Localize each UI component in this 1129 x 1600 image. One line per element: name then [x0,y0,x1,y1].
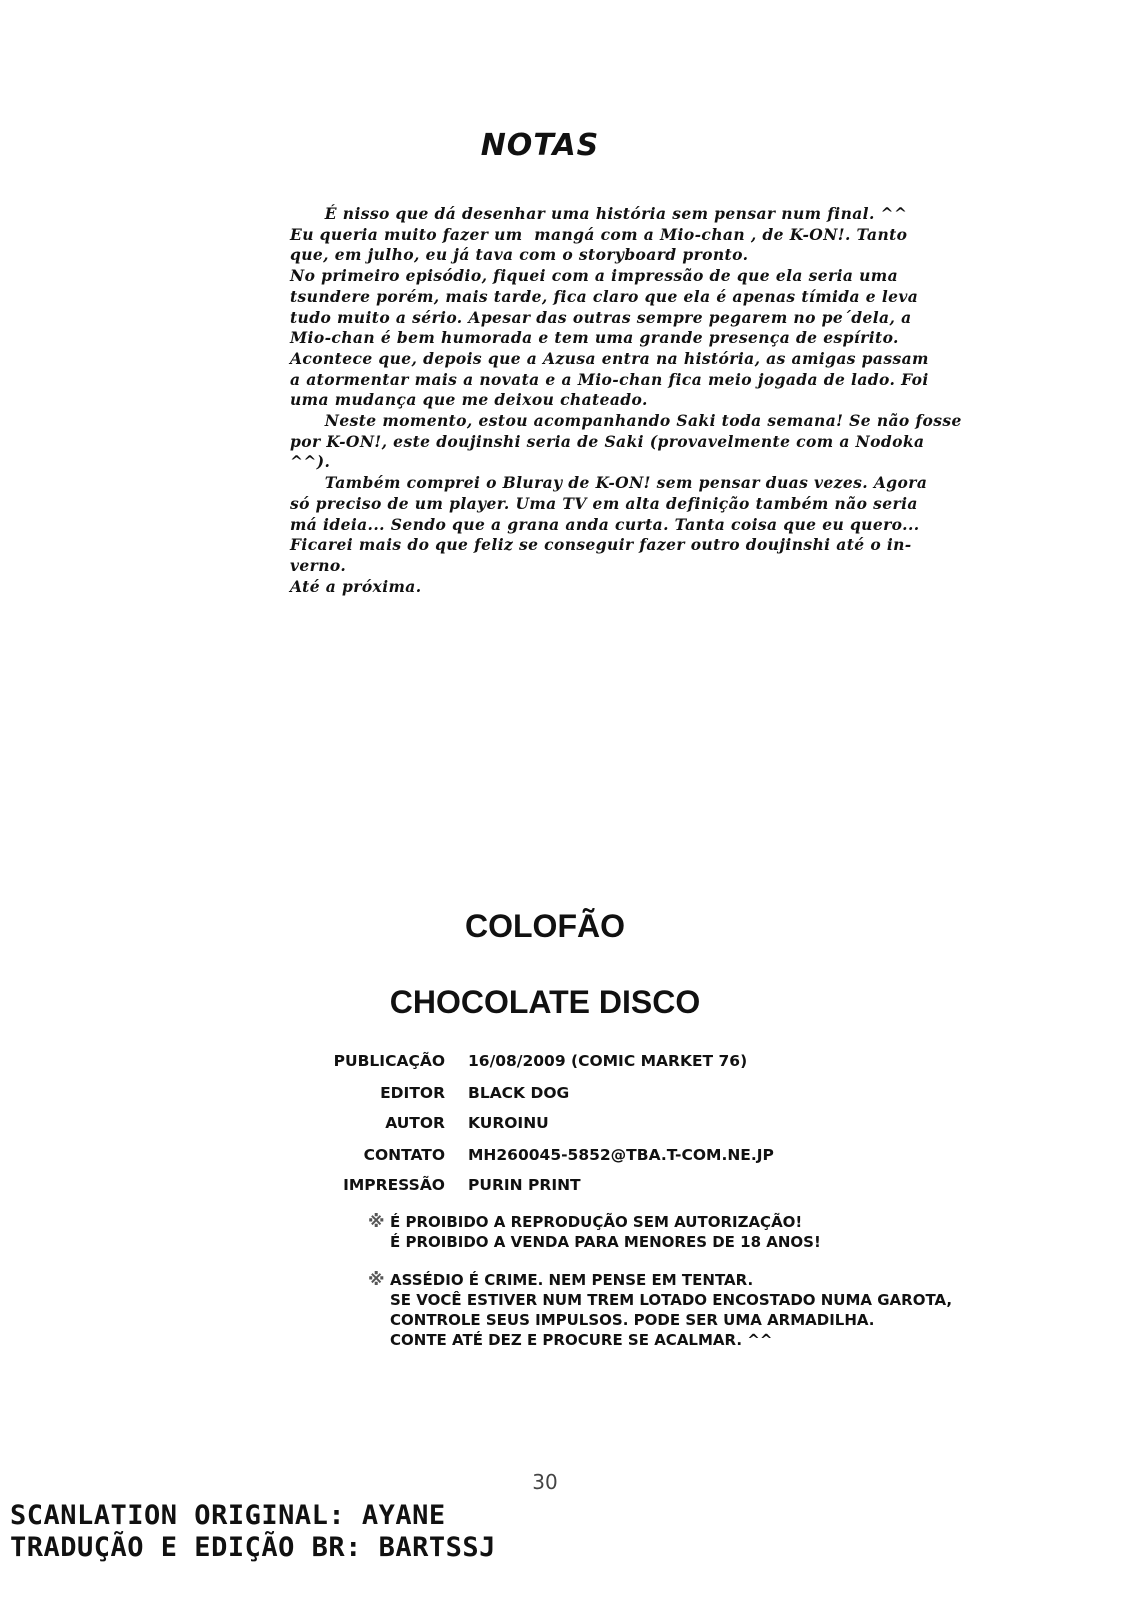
info-value: MH260045-5852@TBA.T-COM.NE.JP [468,1146,774,1164]
colofao-title: COLOFÃO [465,908,625,944]
info-value: 16/08/2009 (COMIC MARKET 76) [468,1052,748,1070]
credit-translation: TRADUÇÃO E EDIÇÃO BR: BARTSSJ [10,1532,496,1563]
notas-line: ^^). [290,452,331,472]
info-value: KUROINU [468,1114,549,1132]
notas-line: tudo muito a sério. Apesar das outras sempre pegarem no pe´dela, a [290,307,912,327]
reference-mark-icon: ※ [368,1270,385,1290]
scanlation-credits [10,1500,496,1564]
info-value: BLACK DOG [468,1084,570,1102]
notas-line: que, em julho, eu já tava com o storyboard pronto. [290,245,749,265]
notas-line: por K-ON!, este doujinshi seria de Saki (provavelmente com a Nodoka [290,431,925,451]
info-value: PURIN PRINT [468,1176,581,1194]
credit-original: SCANLATION ORIGINAL: AYANE [10,1500,446,1531]
info-label: AUTOR [385,1114,445,1132]
notice-line: É PROIBIDO A VENDA PARA MENORES DE 18 ANOS! [390,1233,821,1251]
info-label: CONTATO [363,1146,445,1164]
notas-line: No primeiro episódio, fiquei com a impressão de que ela seria uma [290,266,899,286]
info-row-impressao [0,1176,1129,1198]
notas-line: uma mudança que me deixou chateado. [290,390,648,410]
info-row-editor [0,1084,1129,1106]
notice-line: CONTE ATÉ DEZ E PROCURE SE ACALMAR. ^^ [390,1331,773,1349]
info-label: PUBLICAÇÃO [333,1052,445,1070]
notas-line: Até a próxima. [290,576,422,596]
notas-line: verno. [290,555,347,575]
notice-harassment [368,1270,952,1350]
notice-line: ASSÉDIO É CRIME. NEM PENSE EM TENTAR. [390,1271,754,1289]
notas-line: tsundere porém, mais tarde, fica claro que ela é apenas tímida e leva [290,286,919,306]
page-number: 30 [532,1470,558,1494]
notas-line: a atormentar mais a novata e a Mio-chan fica meio jogada de lado. Foi [290,369,929,389]
info-label: EDITOR [380,1084,445,1102]
notice-line: SE VOCÊ ESTIVER NUM TREM LOTADO ENCOSTADO NUMA GAROTA, [390,1291,953,1309]
info-row-autor [0,1114,1129,1136]
notas-title: NOTAS [480,128,600,163]
notas-line: É nisso que dá desenhar uma história sem pensar num final. ^^ [290,204,908,223]
notice-line: CONTROLE SEUS IMPULSOS. PODE SER UMA ARMADILHA. [390,1311,875,1329]
notas-line: Também comprei o Bluray de K-ON! sem pensar duas vezes. Agora [290,473,928,493]
reference-mark-icon: ※ [368,1212,385,1232]
notas-line: Neste momento, estou acompanhando Saki toda semana! Se não fosse [290,411,962,431]
notice-prohibition [368,1212,821,1252]
notas-line: Eu queria muito fazer um mangá com a Mio-chan , de K-ON!. Tanto [290,224,908,244]
notas-line: só preciso de um player. Uma TV em alta definição também não seria [290,493,918,513]
notas-line: Ficarei mais do que feliz se conseguir fazer outro doujinshi até o in- [290,535,912,555]
book-title: CHOCOLATE DISCO [389,984,701,1020]
info-row-contato [0,1146,1129,1168]
notas-line: Acontece que, depois que a Azusa entra na história, as amigas passam [290,348,929,368]
notas-line: má ideia... Sendo que a grana anda curta. Tanta coisa que eu quero... [290,514,920,534]
notas-body [290,204,970,597]
notas-line: Mio-chan é bem humorada e tem uma grande presença de espírito. [290,328,899,348]
info-label: IMPRESSÃO [343,1176,445,1194]
notice-line: É PROIBIDO A REPRODUÇÃO SEM AUTORIZAÇÃO! [390,1213,803,1231]
info-row-publicacao [0,1052,1129,1074]
